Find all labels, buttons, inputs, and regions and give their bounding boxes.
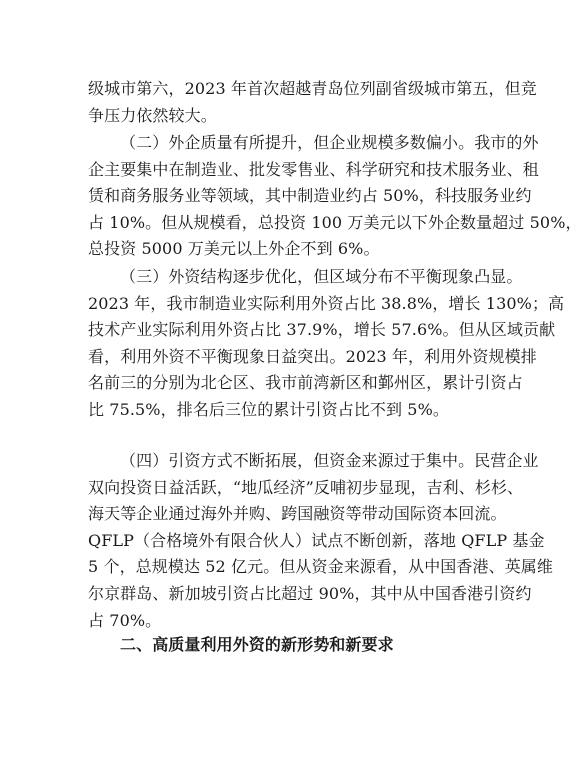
text-line: 赁和商务服务业等领域，其中制造业约占 50%，科技服务业约 (88, 186, 532, 206)
text-line: 总投资 5000 万美元以上外企不到 6%。 (88, 239, 380, 259)
paragraph-investment-methods (88, 448, 553, 634)
text-line: 占 10%。但从规模看，总投资 100 万美元以下外企数量超过 50%， (88, 212, 582, 232)
paragraph-investment-structure (88, 264, 565, 424)
text-line: （三）外资结构逐步优化，但区域分布不平衡现象凸显。 (120, 267, 523, 286)
text-line: 2023 年，我市制造业实际利用外资占比 38.8%，增长 130%；高 (88, 293, 565, 313)
text-line: QFLP（合格境外有限合伙人）试点不断创新，落地 QFLP 基金 (88, 530, 545, 550)
text-line: 技术产业实际利用外资占比 37.9%，增长 57.6%。但从区域贡献 (88, 320, 556, 340)
text-line: 企主要集中在制造业、批发零售业、科学研究和技术服务业、租 (88, 159, 539, 179)
section-heading-text: 二、高质量利用外资的新形势和新要求 (120, 635, 394, 654)
text-line: 占 70%。 (88, 610, 162, 630)
text-line: （二）外企质量有所提升，但企业规模多数偏小。我市的外 (120, 133, 539, 152)
paragraph-city-ranking (88, 76, 537, 129)
text-line: 看，利用外资不平衡现象日益突出。2023 年，利用外资规模排 (88, 346, 537, 366)
text-line: 名前三的分别为北仑区、我市前湾新区和鄞州区，累计引资占 (88, 373, 523, 393)
section-heading (88, 632, 508, 659)
text-line: （四）引资方式不断拓展，但资金来源过于集中。民营企业 (120, 451, 539, 470)
text-line: 争压力依然较大。 (88, 105, 217, 125)
text-line: 尔京群岛、新加坡引资占比超过 90%，其中从中国香港引资约 (88, 583, 532, 603)
text-line: 海天等企业通过海外并购、跨国融资等带动国际资本回流。 (88, 504, 507, 524)
text-line: 5 个，总规模达 52 亿元。但从资金来源看，从中国香港、英属维 (88, 557, 553, 577)
text-line: 双向投资日益活跃，“地瓜经济”反哺初步显现，吉利、杉杉、 (88, 477, 524, 497)
text-line: 级城市第六，2023 年首次超越青岛位列副省级城市第五，但竞 (88, 79, 537, 98)
paragraph-foreign-enterprise-quality (88, 130, 582, 263)
text-line: 比 75.5%，排名后三位的累计引资占比不到 5%。 (88, 399, 449, 419)
